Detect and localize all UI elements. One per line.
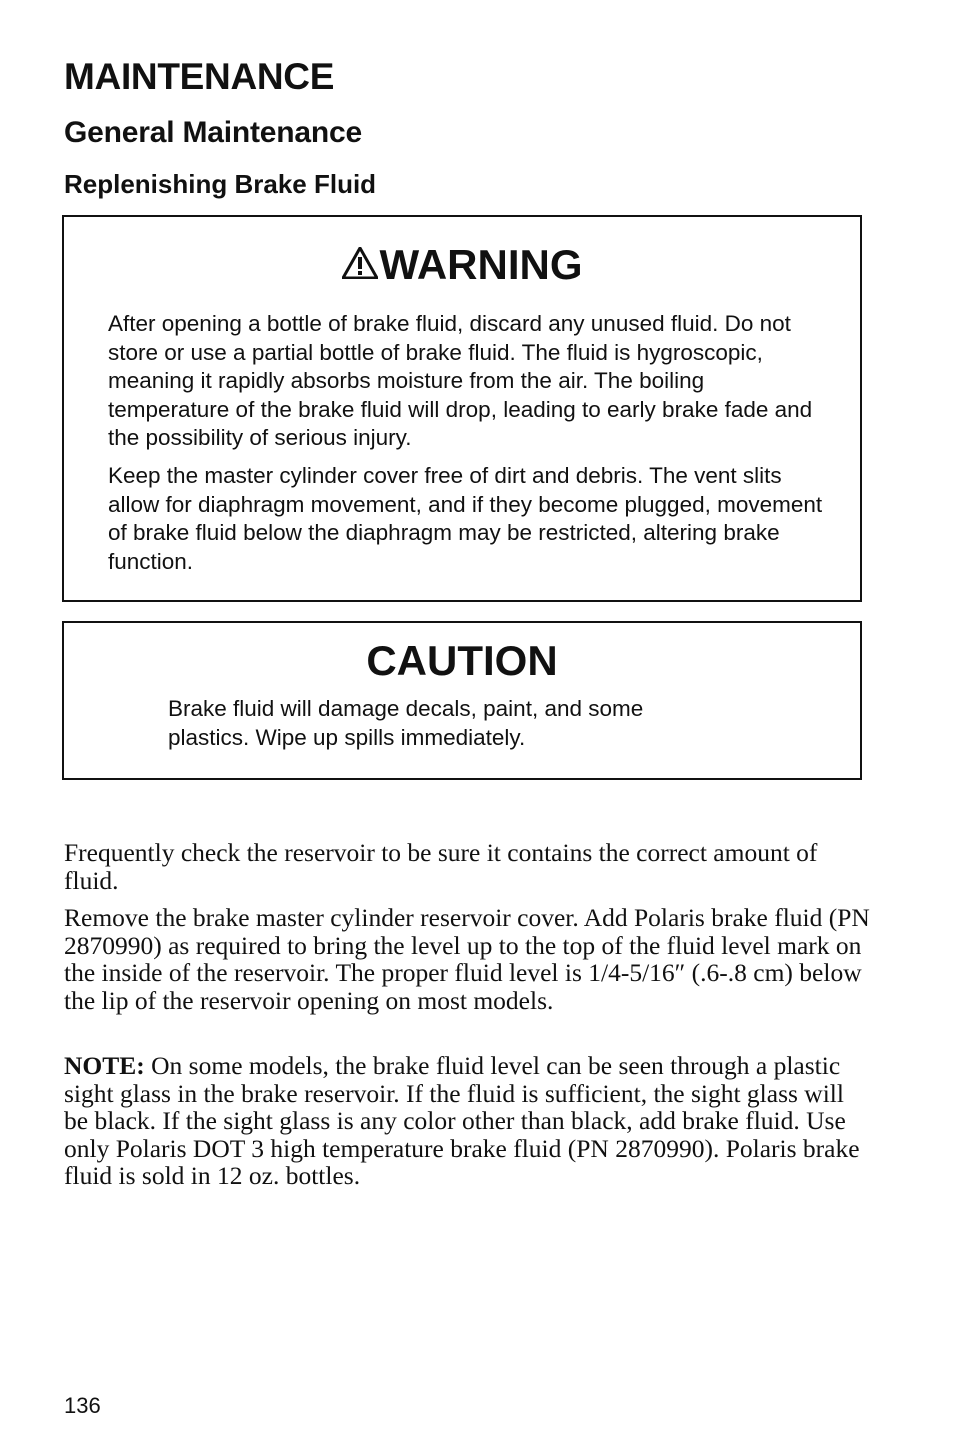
warning-title <box>64 241 860 289</box>
caution-paragraph: Brake fluid will damage decals, paint, and some plastics. Wipe up spills immediately. <box>168 696 644 750</box>
page-number: 136 <box>64 1393 101 1418</box>
body-paragraph-2: Remove the brake master cylinder reservoir cover. Add Polaris brake fluid (PN 2870990) as required to bring the level up to the top of the fluid level mark on the inside of the reservoir. The proper fluid level is 1/4-5/16″ (.6-.8 cm) below the lip of the reservoir opening on most models. <box>64 903 870 1015</box>
body-paragraph-1: Frequently check the reservoir to be sure it contains the correct amount of fluid. <box>64 838 818 895</box>
warning-triangle-icon <box>342 241 380 289</box>
warning-paragraph-1: After opening a bottle of brake fluid, discard any unused fluid. Do not store or use a partial bottle of brake fluid. The fluid is hygroscopic, meaning it rapidly absorbs moisture from the air. The boiling temperature of the brake fluid will drop, leading to early brake fade and the possibility of serious injury. <box>108 311 813 451</box>
caution-title: CAUTION <box>366 637 558 684</box>
caution-box <box>62 621 862 780</box>
warning-title-text: WARNING <box>379 241 583 288</box>
section-subheading: General Maintenance <box>64 116 362 149</box>
warning-paragraph-2: Keep the master cylinder cover free of dirt and debris. The vent slits allow for diaphragm movement, and if they become plugged, movement of brake fluid below the diaphragm may be restricted, altering brake function. <box>108 463 823 574</box>
page-heading: MAINTENANCE <box>64 56 335 97</box>
note-paragraph <box>64 1052 870 1190</box>
warning-box <box>62 215 862 602</box>
note-label: NOTE: <box>64 1051 145 1080</box>
topic-title: Replenishing Brake Fluid <box>64 169 377 199</box>
note-text: On some models, the brake fluid level can be seen through a plastic sight glass in the brake reservoir. If the fluid is sufficient, the sight glass will be black. If the sight glass is any color other than black, add brake fluid. Use only Polaris DOT 3 high temperature brake fluid (PN 2870990). Polaris brake fluid is sold in 12 oz. bottles. <box>64 1051 860 1191</box>
